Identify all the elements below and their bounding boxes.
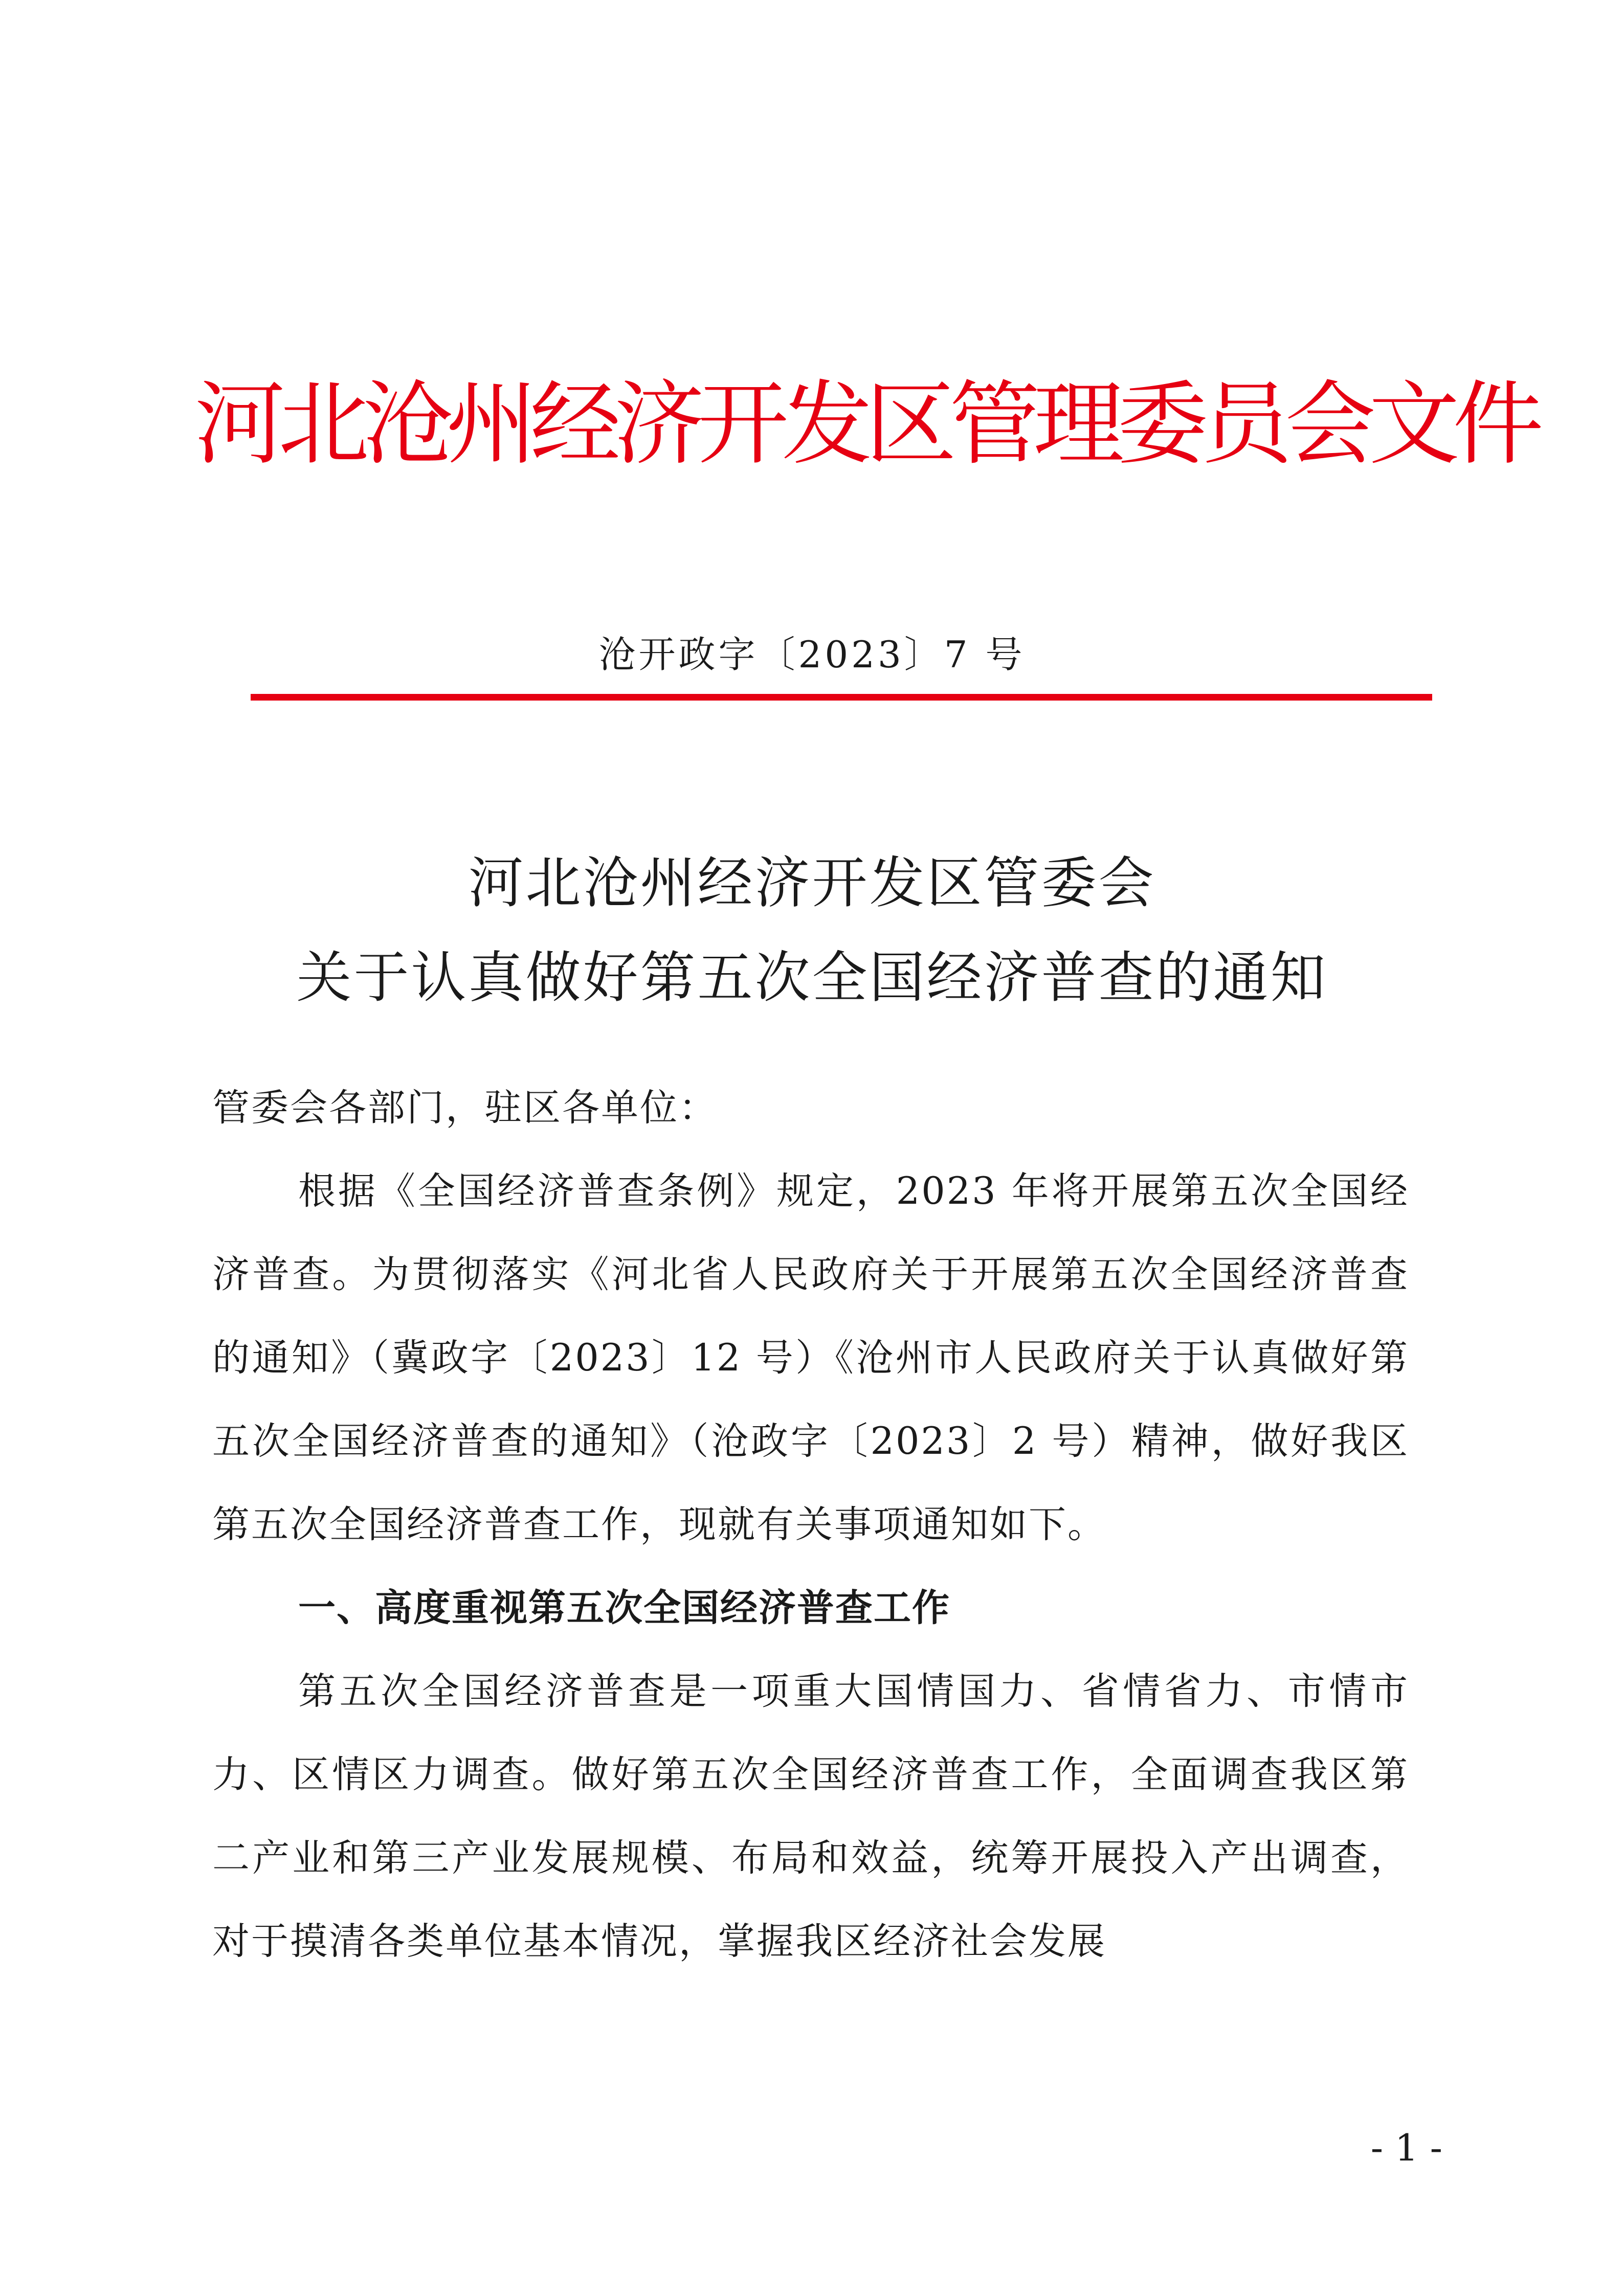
section-1-paragraph: 第五次全国经济普查是一项重大国情国力、省情省力、市情市力、区情区力调查。做好第五次全国经济普查工作，全面调查我区第二产业和第三产业发展规模、布局和效益，统筹开展投入产出调查，对于摸清各类单位基本情况，掌握我区经济社会发展 [212, 1670, 1409, 1963]
document-title [0, 836, 1624, 1025]
document-body [212, 1066, 1409, 1983]
document-number: 沧开政字〔2023〕7 号 [598, 633, 1026, 676]
issuing-authority-header: 河北沧州经济开发区管理委员会文件 [194, 371, 1537, 477]
page-number: - 1 - [1370, 2126, 1442, 2169]
section-heading-1: 一、高度重视第五次全国经济普查工作 [298, 1586, 950, 1630]
red-separator-line [251, 694, 1432, 701]
title-line-1: 河北沧州经济开发区管委会 [468, 851, 1156, 915]
salutation: 管委会各部门，驻区各单位： [212, 1086, 718, 1130]
intro-paragraph: 根据《全国经济普查条例》规定，2023 年将开展第五次全国经济普查。为贯彻落实《河北省人民政府关于开展第五次全国经济普查的通知》（冀政字〔2023〕12 号）《沧州市人民政府关于认真做好第五次全国经济普查的通知》（沧政字〔2023〕2 号）精神，做好我区第五次全国经济普查工作，现就有关事项通知如下。 [212, 1169, 1409, 1546]
title-line-2: 关于认真做好第五次全国经济普查的通知 [296, 946, 1328, 1010]
